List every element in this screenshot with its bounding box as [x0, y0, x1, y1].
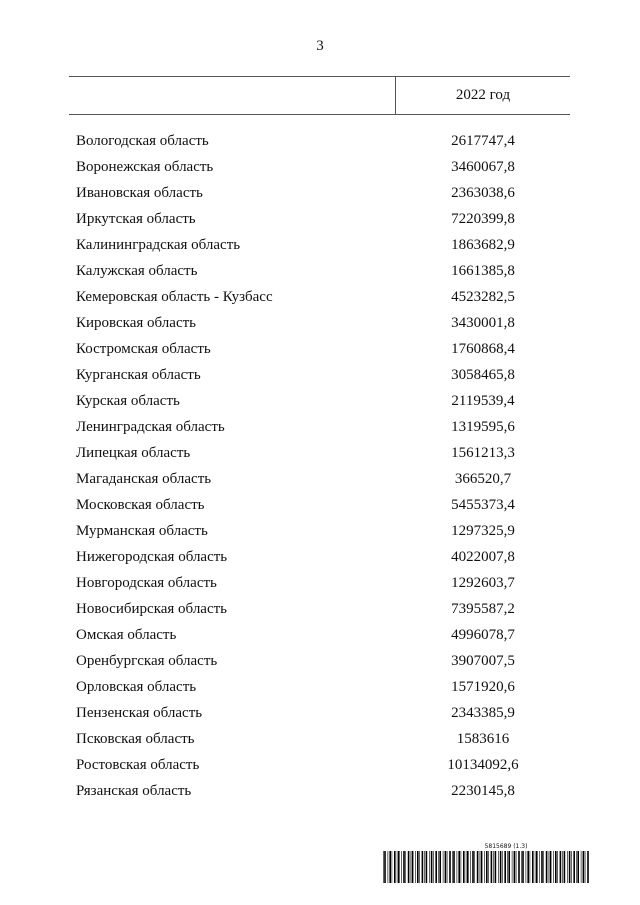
barcode-bar	[445, 851, 447, 883]
region-value: 1583616	[456, 731, 510, 747]
barcode-bar	[405, 851, 406, 883]
barcode-bar	[527, 851, 529, 883]
barcode-bar	[532, 851, 534, 883]
region-value: 2230145,8	[451, 783, 515, 799]
region-name: Калужская область	[76, 263, 198, 279]
barcode-bar	[507, 851, 508, 883]
barcode-bar	[397, 851, 398, 883]
region-name: Мурманская область	[76, 523, 208, 539]
barcode-bar	[491, 851, 493, 883]
region-name: Костромская область	[76, 341, 211, 357]
barcode-bar	[555, 851, 557, 883]
table-row	[69, 336, 570, 362]
region-value: 7395587,2	[451, 601, 515, 617]
barcode-bar	[543, 851, 544, 883]
region-name: Кемеровская область - Кузбасс	[76, 289, 273, 305]
table-row	[69, 778, 570, 804]
barcode-block	[383, 843, 589, 883]
region-name: Курская область	[76, 393, 180, 409]
region-name: Оренбургская область	[76, 653, 218, 669]
region-name: Новгородская область	[76, 575, 217, 591]
barcode-bar	[536, 851, 538, 883]
region-value: 2363038,6	[451, 185, 515, 201]
table-body	[69, 128, 570, 804]
barcode-bar	[562, 851, 563, 883]
barcode-image	[383, 851, 589, 883]
barcode-bar	[424, 851, 425, 883]
region-value: 1571920,6	[451, 679, 515, 695]
table-row	[69, 310, 570, 336]
barcode-bar	[564, 851, 566, 883]
barcode-bar	[481, 851, 483, 883]
barcode-bar	[550, 851, 552, 883]
barcode-bar	[535, 851, 536, 883]
region-name: Рязанская область	[76, 783, 192, 799]
barcode-bar	[429, 851, 430, 883]
barcode-bar	[587, 851, 589, 883]
barcode-bar	[508, 851, 510, 883]
region-name: Ивановская область	[76, 185, 203, 201]
barcode-bar	[583, 851, 585, 883]
barcode-bar	[384, 851, 386, 883]
region-value: 5455373,4	[451, 497, 515, 513]
table-row	[69, 388, 570, 414]
barcode-bar	[443, 851, 444, 883]
region-value: 10134092,6	[447, 757, 519, 773]
barcode-bar	[484, 851, 485, 883]
region-name: Калининградская область	[76, 237, 241, 253]
table-row	[69, 544, 570, 570]
barcode-bar	[504, 851, 506, 883]
region-value: 366520,7	[454, 471, 512, 487]
barcode-bar	[577, 851, 579, 883]
barcode-bar	[521, 851, 522, 883]
barcode-bar	[576, 851, 577, 883]
region-name: Пензенская область	[76, 705, 203, 721]
barcode-bar	[541, 851, 543, 883]
table-row	[69, 258, 570, 284]
region-value: 1561213,3	[451, 445, 515, 461]
region-value: 1319595,6	[451, 419, 515, 435]
barcode-bar	[433, 851, 434, 883]
region-value: 2343385,9	[451, 705, 515, 721]
barcode-bar	[388, 851, 389, 883]
table-row	[69, 128, 570, 154]
barcode-bar	[463, 851, 465, 883]
barcode-bar	[383, 851, 384, 883]
region-value: 4996078,7	[451, 627, 515, 643]
barcode-bar	[560, 851, 562, 883]
table-row	[69, 466, 570, 492]
barcode-bar	[457, 851, 458, 883]
region-name: Омская область	[76, 627, 177, 643]
column-header-year: 2022 год	[455, 87, 511, 103]
table-header	[69, 76, 570, 115]
barcode-bar	[530, 851, 531, 883]
barcode-bar	[480, 851, 481, 883]
table-row	[69, 284, 570, 310]
region-name: Псковская область	[76, 731, 195, 747]
barcode-bar	[526, 851, 527, 883]
barcode-bar	[474, 851, 475, 883]
table-row	[69, 752, 570, 778]
table-row	[69, 362, 570, 388]
barcode-bar	[573, 851, 575, 883]
barcode-bar	[439, 851, 441, 883]
page-number: 3	[316, 38, 324, 54]
barcode-bar	[516, 851, 517, 883]
table-row	[69, 518, 570, 544]
barcode-bar	[539, 851, 540, 883]
region-name: Кировская область	[76, 315, 197, 331]
barcode-bar	[557, 851, 558, 883]
barcode-bar	[472, 851, 474, 883]
barcode-bar	[458, 851, 460, 883]
barcode-bar	[514, 851, 516, 883]
region-name: Магаданская область	[76, 471, 212, 487]
region-name: Курганская область	[76, 367, 201, 383]
table-row	[69, 414, 570, 440]
barcode-bar	[447, 851, 448, 883]
barcode-bar	[419, 851, 420, 883]
region-value: 7220399,8	[451, 211, 515, 227]
barcode-bar	[435, 851, 437, 883]
region-value: 4523282,5	[451, 289, 515, 305]
table-row	[69, 674, 570, 700]
region-value: 3907007,5	[451, 653, 515, 669]
barcode-bar	[477, 851, 479, 883]
barcode-bar	[512, 851, 513, 883]
barcode-bar	[422, 851, 424, 883]
region-name: Нижегородская область	[76, 549, 228, 565]
table-row	[69, 232, 570, 258]
region-name: Иркутская область	[76, 211, 196, 227]
barcode-bar	[502, 851, 503, 883]
barcode-bar	[453, 851, 455, 883]
region-value: 3058465,8	[451, 367, 515, 383]
barcode-bar	[553, 851, 554, 883]
barcode-bar	[500, 851, 502, 883]
region-name: Орловская область	[76, 679, 197, 695]
barcode-bar	[546, 851, 548, 883]
barcode-bar	[449, 851, 451, 883]
barcode-bar	[461, 851, 462, 883]
barcode-bar	[426, 851, 428, 883]
barcode-bar	[549, 851, 550, 883]
region-value: 4022007,8	[451, 549, 515, 565]
barcode-bar	[394, 851, 396, 883]
barcode-bar	[389, 851, 391, 883]
region-value: 1297325,9	[451, 523, 515, 539]
region-name: Московская область	[76, 497, 205, 513]
region-value: 1292603,7	[451, 575, 515, 591]
table-row	[69, 648, 570, 674]
barcode-bar	[452, 851, 453, 883]
barcode-bar	[417, 851, 419, 883]
barcode-bar	[522, 851, 524, 883]
barcode-bar	[412, 851, 414, 883]
region-value: 1661385,8	[451, 263, 515, 279]
table-row	[69, 154, 570, 180]
barcode-bar	[581, 851, 582, 883]
barcode-label: 5815689 (1.3)	[484, 843, 528, 850]
barcode-bar	[571, 851, 572, 883]
barcode-bar	[408, 851, 410, 883]
region-value: 2119539,4	[451, 393, 515, 409]
table-row	[69, 700, 570, 726]
barcode-bar	[470, 851, 471, 883]
barcode-bar	[398, 851, 400, 883]
barcode-bar	[567, 851, 568, 883]
region-name: Ростовская область	[76, 757, 200, 773]
table-row	[69, 726, 570, 752]
barcode-bar	[403, 851, 405, 883]
region-value: 1863682,9	[451, 237, 515, 253]
barcode-bar	[495, 851, 497, 883]
table-row	[69, 180, 570, 206]
region-name: Воронежская область	[76, 159, 214, 175]
region-name: Липецкая область	[76, 445, 191, 461]
table-row	[69, 570, 570, 596]
table-row	[69, 622, 570, 648]
barcode-bar	[486, 851, 488, 883]
barcode-bar	[415, 851, 416, 883]
table-row	[69, 492, 570, 518]
barcode-bar	[438, 851, 439, 883]
table-row	[69, 206, 570, 232]
barcode-bar	[411, 851, 412, 883]
barcode-bar	[585, 851, 586, 883]
barcode-bar	[431, 851, 433, 883]
region-value: 1760868,4	[451, 341, 515, 357]
barcode-bar	[466, 851, 467, 883]
barcode-bar	[401, 851, 402, 883]
barcode-bar	[488, 851, 489, 883]
barcode-bar	[498, 851, 499, 883]
barcode-bar	[493, 851, 494, 883]
region-name: Ленинградская область	[76, 419, 225, 435]
region-name: Вологодская область	[76, 133, 209, 149]
region-value: 3460067,8	[451, 159, 515, 175]
region-name: Новосибирская область	[76, 601, 228, 617]
barcode-bar	[392, 851, 393, 883]
region-value: 2617747,4	[451, 133, 515, 149]
region-value: 3430001,8	[451, 315, 515, 331]
barcode-bar	[467, 851, 469, 883]
barcode-bar	[569, 851, 571, 883]
table-row	[69, 596, 570, 622]
table-row	[69, 440, 570, 466]
barcode-bar	[518, 851, 520, 883]
